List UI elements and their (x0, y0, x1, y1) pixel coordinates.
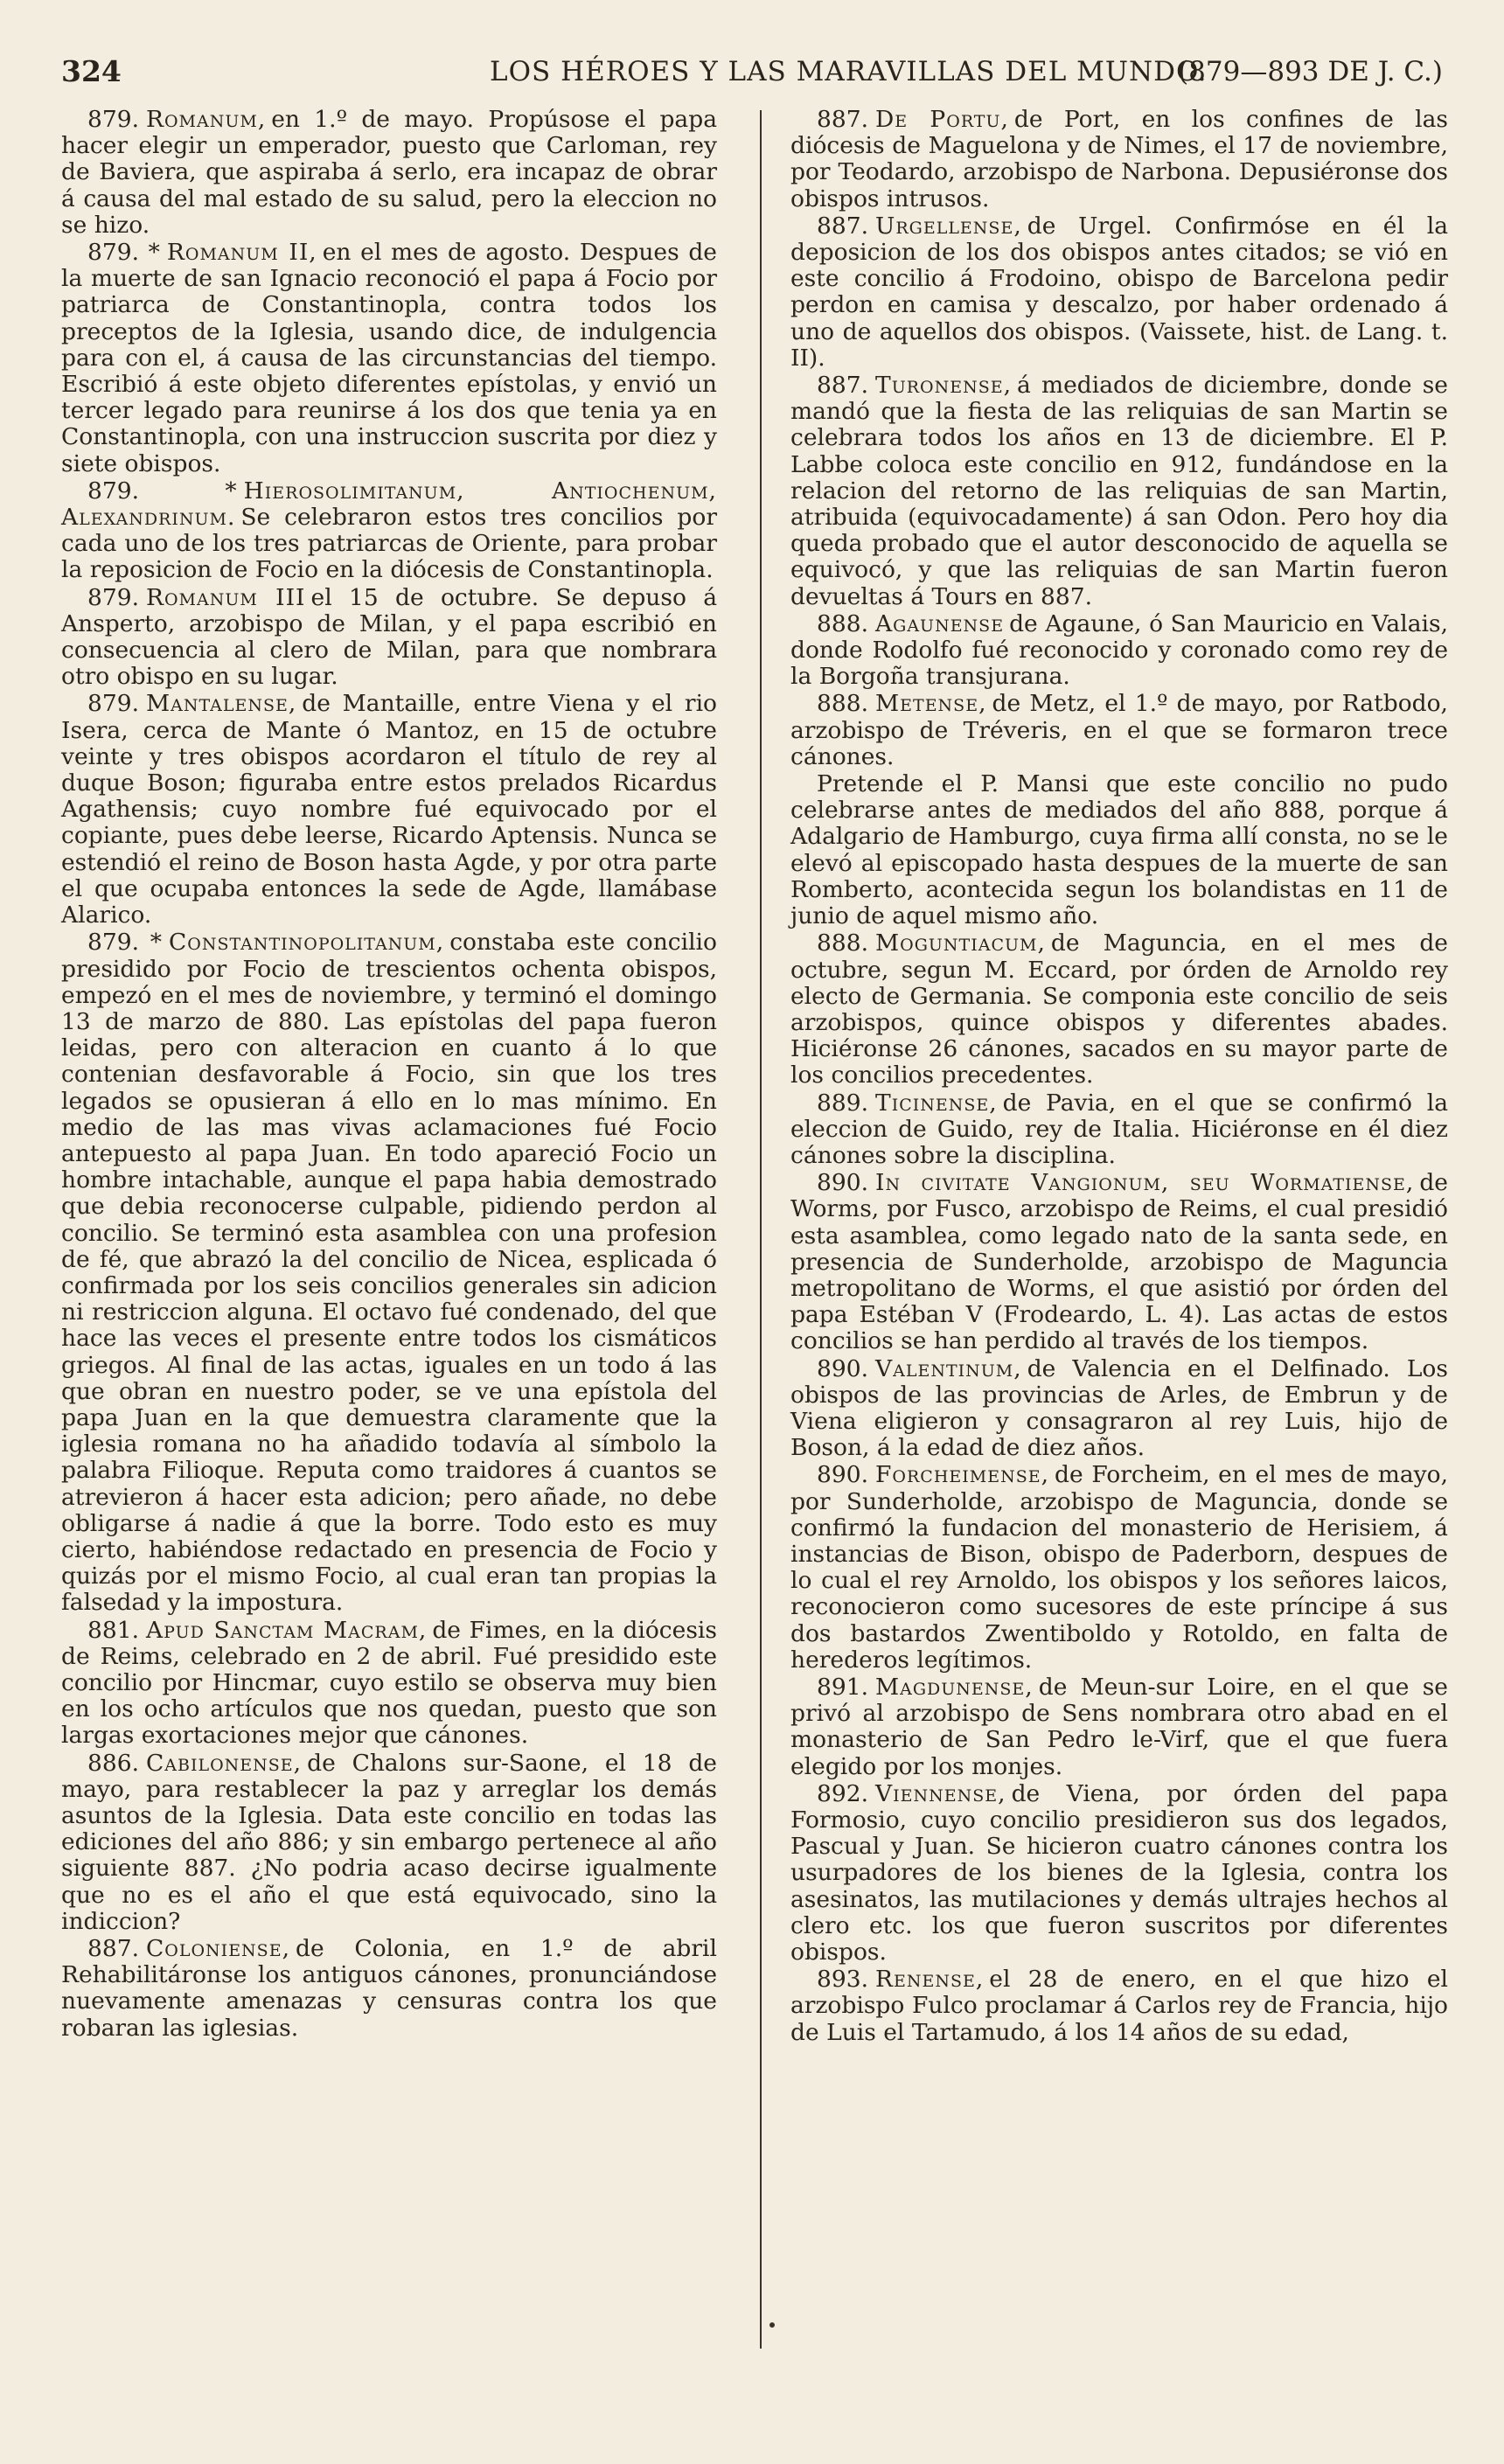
council-entry: 879. Romanum, en 1.º de mayo. Propúsose el papa hacer elegir un emperador, puesto que Carloman, rey de Baviera, que aspiraba á serlo, era incapaz de obrar á causa del mal estado de su salud, pero la eleccion no se hizo. (61, 106, 717, 239)
council-entry: 890. Forcheimense, de Forcheim, en el mes de mayo, por Sunderholde, arzobispo de Maguncia, donde se confirmó la fundacion del monasterio de Herisiem, á instancias de Bison, obispo de Paderborn, despues de lo cual el rey Arnoldo, los obispos y los señores laicos, reconocieron como sucesores de este príncipe á sus dos bastardos Zwentiboldo y Rotoldo, en falta de herederos legítimos. (790, 1461, 1448, 1674)
council-entry: 888. Metense, de Metz, el 1.º de mayo, por Ratbodo, arzobispo de Tréveris, en el que se formaron trece cánones. (790, 690, 1448, 770)
council-entry: 893. Renense, el 28 de enero, en el que hizo el arzobispo Fulco proclamar á Carlos rey de Francia, hijo de Luis el Tartamudo, á los 14 años de su edad, (790, 1966, 1448, 2046)
council-entry: 888. Moguntiacum, de Maguncia, en el mes de octubre, segun M. Eccard, por órden de Arnoldo rey electo de Germania. Se componia este concilio de seis arzobispos, quince obispos y diferentes abades. Hiciéronse 26 cánones, sacados en su mayor parte de los concilios precedentes. (790, 929, 1448, 1089)
council-entry: 879. * Romanum II, en el mes de agosto. Despues de la muerte de san Ignacio reconoció el papa á Focio por patriarca de Constantinopla, contra todos los preceptos de la Iglesia, usando dice, de indulgencia para con el, á causa de las circunstancias del tiempo. Escribió á este objeto diferentes epístolas, y envió un tercer legado para reunirse á los dos que tenia ya en Constantinopla, con una instruccion suscrita por diez y siete obispos. (61, 239, 717, 477)
council-entry: 890. In civitate Vangionum, seu Wormatiense, de Worms, por Fusco, arzobispo de Reims, el cual presidió esta asamblea, como legado nato de la santa sede, en presencia de Sunderholde, arzobispo de Maguncia metropolitano de Worms, el que asistió por órden del papa Estéban V (Frodeardo, L. 4). Las actas de estos concilios se han perdido al través de los tiempos. (790, 1169, 1448, 1355)
council-entry: 891. Magdunense, de Meun-sur Loire, en el que se privó al arzobispo de Sens nombrara otro abad en el monasterio de San Pedro le-Virf, que el que fuera elegido por los monjes. (790, 1673, 1448, 1780)
council-entry: 887. Turonense, á mediados de diciembre, donde se mandó que la fiesta de las reliquias de san Martin se celebrara todos los años en 13 de diciembre. El P. Labbe coloca este concilio en 912, fundándose en la relacion del retorno de las reliquias de san Martin, atribuida (equivocadamente) á san Odon. Pero hoy dia queda probado que el autor desconocido de aquella se equivocó, y que las reliquias de san Martin fueron devueltas á Tours en 887. (790, 372, 1448, 610)
page-number: 324 (61, 54, 122, 88)
commentary-paragraph: Pretende el P. Mansi que este concilio no pudo celebrarse antes de mediados del año 888, porque á Adalgario de Hamburgo, cuya firma allí consta, no se le elevó al episcopado hasta despues de la muerte de san Romberto, acontecida segun los bolandistas en 11 de junio de aquel mismo año. (790, 770, 1448, 930)
council-entry: 888. Agaunense de Agaune, ó San Mauricio en Valais, donde Rodolfo fué reconocido y coronado como rey de la Borgoña transjurana. (790, 609, 1448, 691)
council-entry: 889. Ticinense, de Pavia, en el que se confirmó la eleccion de Guido, rey de Italia. Hiciéronse en él diez cánones sobre la disciplina. (790, 1089, 1448, 1169)
council-entry: 879. * Constantinopolitanum, constaba este concilio presidido por Focio de trescientos ochenta obispos, empezó en el mes de noviembre, y terminó el domingo 13 de marzo de 880. Las epístolas del papa fueron leidas, pero con alteracion en cuanto á lo que contenian desfavorable á Focio, sin que los tres legados se opusieran á ello en lo mas mínimo. En medio de las mas vivas aclamaciones fué Focio antepuesto al papa Juan. En todo apareció Focio un hombre intachable, aunque el papa habia demostrado que debia reconocerse culpable, pidiendo perdon al concilio. Se terminó esta asamblea con una profesion de fé, que abrazó la del concilio de Nicea, esplicada ó confirmada por los seis concilios generales sin adicion ni restriccion alguna. El octavo fué condenado, del que hace las veces el presente entre todos los cismáticos griegos. Al final de las actas, iguales en un todo á las que obran en nuestro poder, se ve una epístola del papa Juan en la que demuestra claramente que la iglesia romana no ha añadido todavía al símbolo la palabra Filioque. Reputa como traidores á cuantos se atrevieron á hacer esta adicion; pero añade, no debe obligarse á nadie á que la borre. Todo esto es muy cierto, habiéndose redactado en presencia de Focio y quizás por el mismo Focio, al cual eran tan propias la falsedad y la impostura. (61, 929, 717, 1617)
council-entry: 881. Apud Sanctam Macram, de Fimes, en la diócesis de Reims, celebrado en 2 de abril. Fué presidido este concilio por Hincmar, cuyo estilo se observa muy bien en los ocho artículos que nos quedan, puesto que son largas exortaciones mejor que cánones. (61, 1616, 717, 1750)
council-entry: 886. Cabilonense, de Chalons sur-Saone, el 18 de mayo, para restablecer la paz y arreglar los demás asuntos de la Iglesia. Data este concilio en todas las ediciones del año 886; y sin embargo pertenece al año siguiente 887. ¿No podria acaso decirse igualmente que no es el año el que está equivocado, sino la indiccion? (61, 1749, 717, 1935)
page-header (61, 54, 1443, 98)
council-entry: 879. Romanum III el 15 de octubre. Se depuso á Ansperto, arzobispo de Milan, y el papa escribió en consecuencia al clero de Milan, para que nombrara otro obispo en su lugar. (61, 583, 718, 691)
council-entry: 890. Valentinum, de Valencia en el Delfinado. Los obispos de las provincias de Arles, de Embrun y de Viena eligieron y consagraron al rey Luis, hijo de Boson, á la edad de diez años. (790, 1354, 1448, 1462)
left-column (61, 107, 717, 2043)
ink-dot (769, 2322, 775, 2328)
running-title: LOS HÉROES Y LAS MARAVILLAS DEL MUNDO. (490, 56, 1208, 87)
date-range: (879—893 DE J. C.) (1178, 56, 1443, 87)
right-column (790, 107, 1448, 2047)
council-entry: 879. Mantalense, de Mantaille, entre Viena y el rio Isera, cerca de Mante ó Mantoz, en 15 de octubre veinte y tres obispos acordaron el título de rey al duque Boson; figuraba entre estos prelados Ricardus Agathensis; cuyo nombre fué equivocado por el copiante, pues debe leerse, Ricardo Aptensis. Nunca se estendió el reino de Boson hasta Agde, y por otra parte el que ocupaba entonces la sede de Agde, llamábase Alarico. (61, 690, 717, 929)
council-entry: 879. * Hierosolimitanum, Antiochenum, Alexandrinum. Se celebraron estos tres concilios por cada uno de los tres patriarcas de Oriente, para probar la reposicion de Focio en la diócesis de Constantinopla. (61, 477, 717, 584)
council-entry: 887. Urgellense, de Urgel. Confirmóse en él la deposicion de los dos obispos antes citados; se vió en este concilio á Frodoino, obispo de Barcelona pedir perdon en camisa y descalzo, por haber ordenado á uno de aquellos dos obispos. (Vaissete, hist. de Lang. t. II). (790, 212, 1448, 372)
council-entry: 887. Coloniense, de Colonia, en 1.º de abril Rehabilitáronse los antiguos cánones, pronunciándose nuevamente amenazas y censuras contra los que robaran las iglesias. (61, 1935, 717, 2042)
column-divider (760, 110, 762, 2349)
council-entry: 892. Viennense, de Viena, por órden del papa Formosio, cuyo concilio presidieron sus dos legados, Pascual y Juan. Se hicieron cuatro cánones contra los usurpadores de los bienes de la Iglesia, contra los asesinatos, las mutilaciones y demás ultrajes hechos al clero etc. los que fueron suscritos por diferentes obispos. (790, 1779, 1448, 1966)
council-entry: 887. De Portu, de Port, en los confines de las diócesis de Maguelona y de Nimes, el 17 de noviembre, por Teodardo, arzobispo de Narbona. Depusiéronse dos obispos intrusos. (790, 106, 1448, 212)
